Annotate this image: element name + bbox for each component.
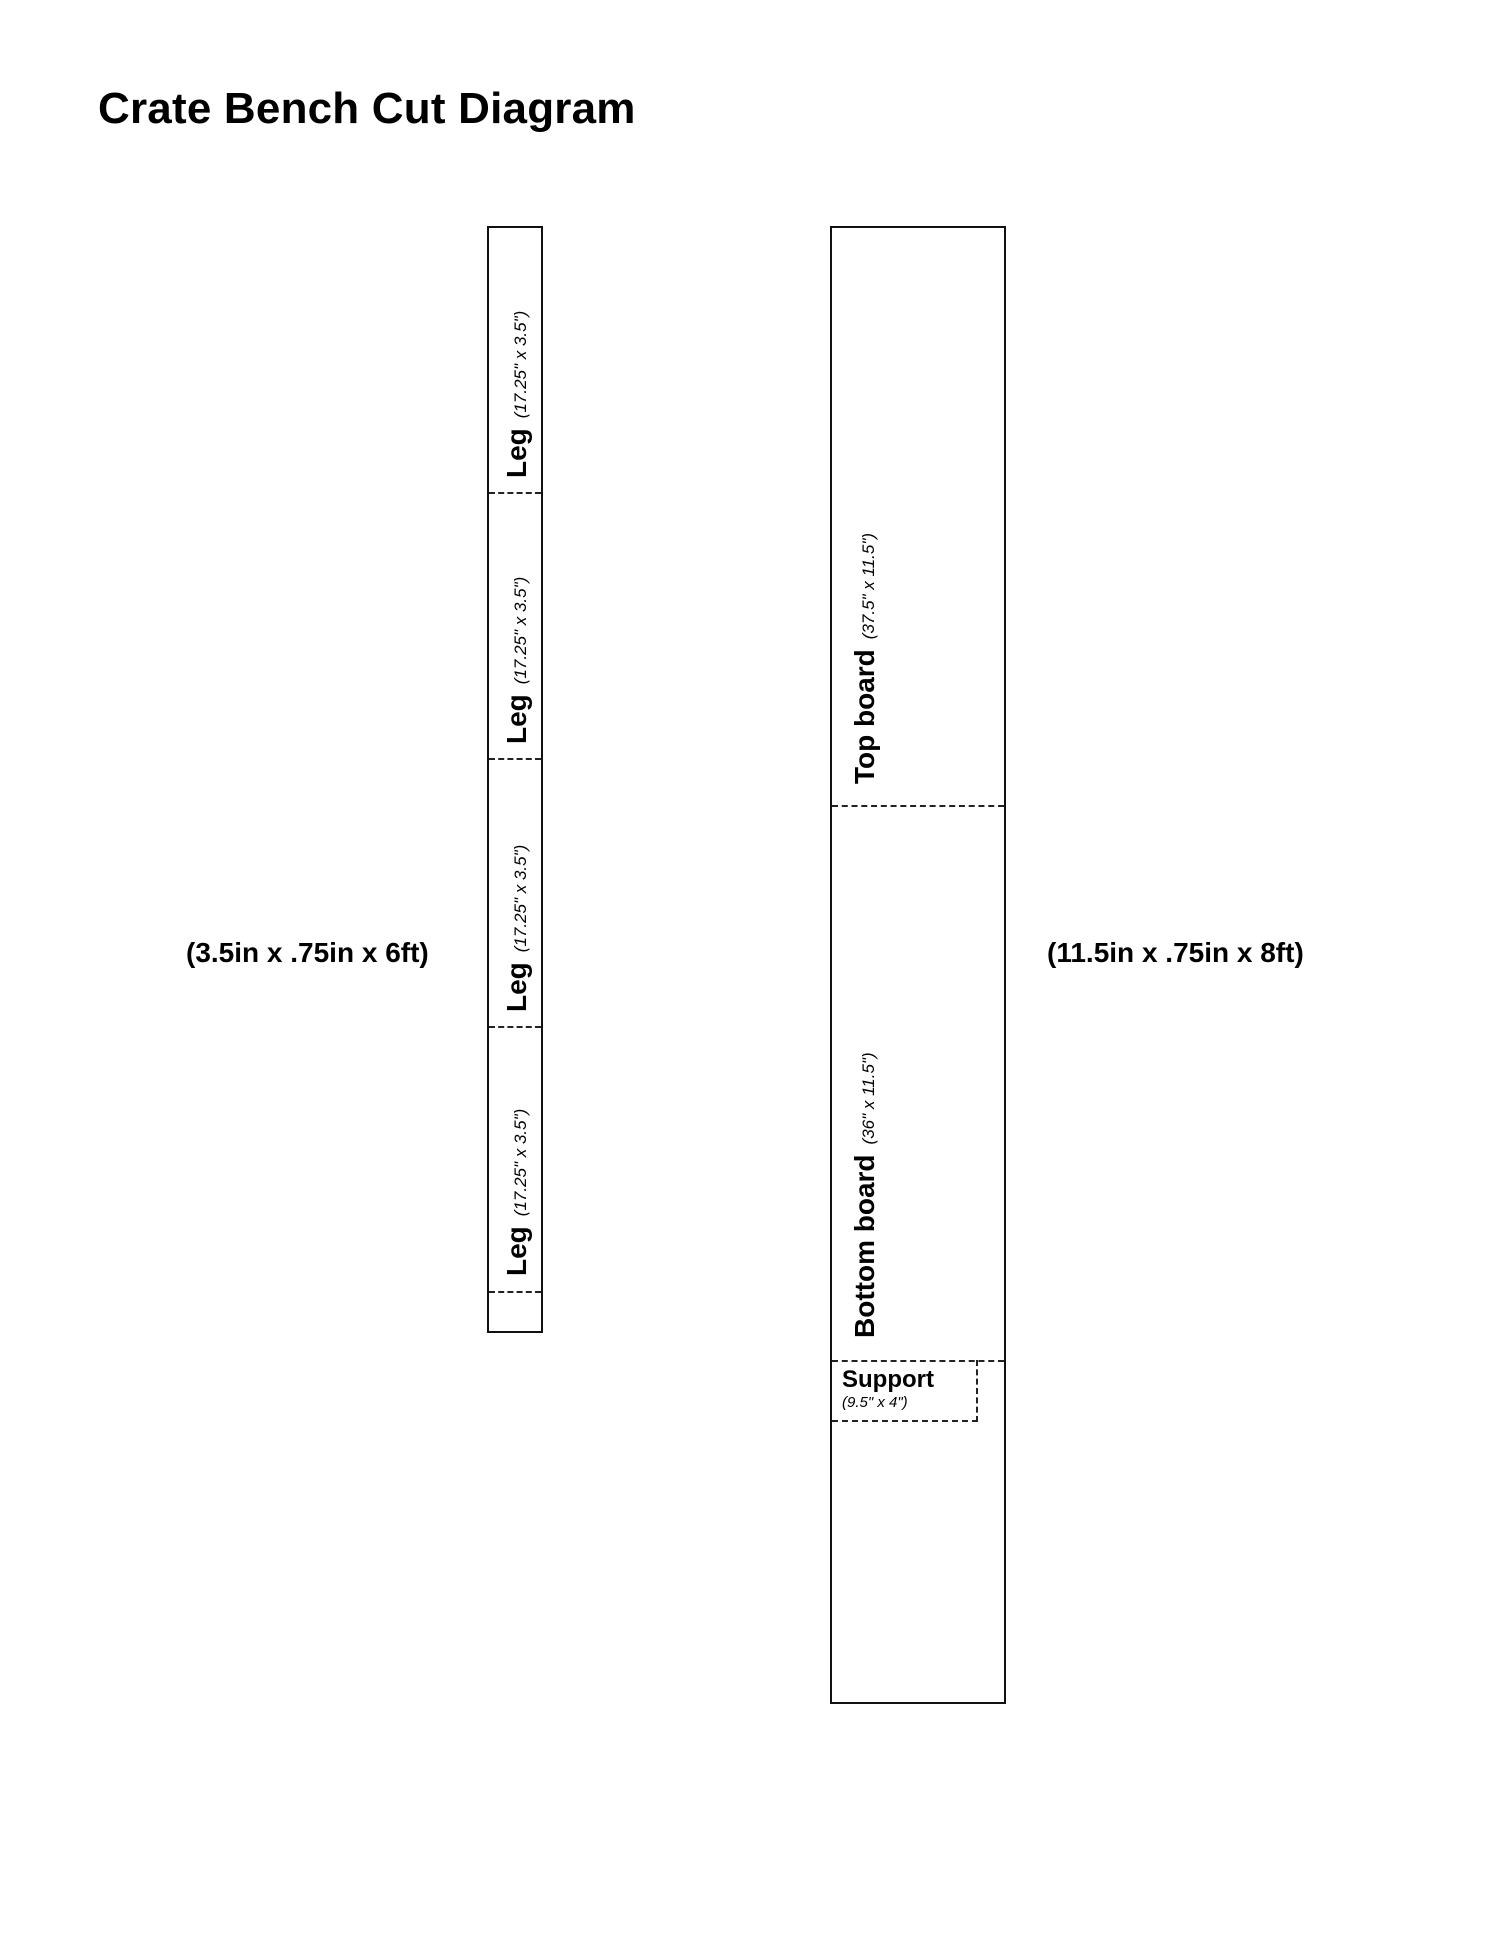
- support-piece: [832, 1360, 978, 1422]
- page-title: Crate Bench Cut Diagram: [98, 84, 636, 133]
- stock-label-8ft: (11.5in x .75in x 8ft): [1047, 937, 1304, 968]
- piece-label-leg-2: [501, 577, 533, 744]
- cut-line: [832, 805, 1004, 807]
- cut-line: [489, 492, 541, 494]
- piece-label-leg-1: [501, 311, 533, 478]
- board-8ft: [830, 226, 1006, 1704]
- cut-line: [489, 758, 541, 760]
- board-6ft: [487, 226, 543, 1333]
- piece-name: Leg: [501, 1226, 532, 1276]
- piece-dims: (36" x 11.5"): [859, 1052, 878, 1145]
- piece-dims: (9.5" x 4"): [842, 1394, 908, 1411]
- cut-line: [489, 1291, 541, 1293]
- piece-label-leg-4: [501, 1109, 533, 1276]
- piece-dims: (17.25" x 3.5"): [511, 576, 530, 685]
- piece-name: Leg: [501, 962, 532, 1012]
- piece-label-top-board: [849, 533, 881, 784]
- piece-name: Bottom board: [849, 1154, 880, 1338]
- piece-label-leg-3: [501, 845, 533, 1012]
- piece-name: Leg: [501, 694, 532, 744]
- piece-dims: (17.25" x 3.5"): [511, 1108, 530, 1217]
- stock-label-6ft: (3.5in x .75in x 6ft): [186, 937, 429, 968]
- piece-name: Support: [842, 1366, 934, 1393]
- cut-line: [489, 1026, 541, 1028]
- piece-dims: (17.25" x 3.5"): [511, 844, 530, 953]
- piece-label-bottom-board: [849, 1052, 881, 1338]
- piece-name: Top board: [849, 649, 880, 784]
- piece-dims: (37.5" x 11.5"): [859, 532, 878, 640]
- piece-dims: (17.25" x 3.5"): [511, 310, 530, 419]
- piece-name: Leg: [501, 428, 532, 478]
